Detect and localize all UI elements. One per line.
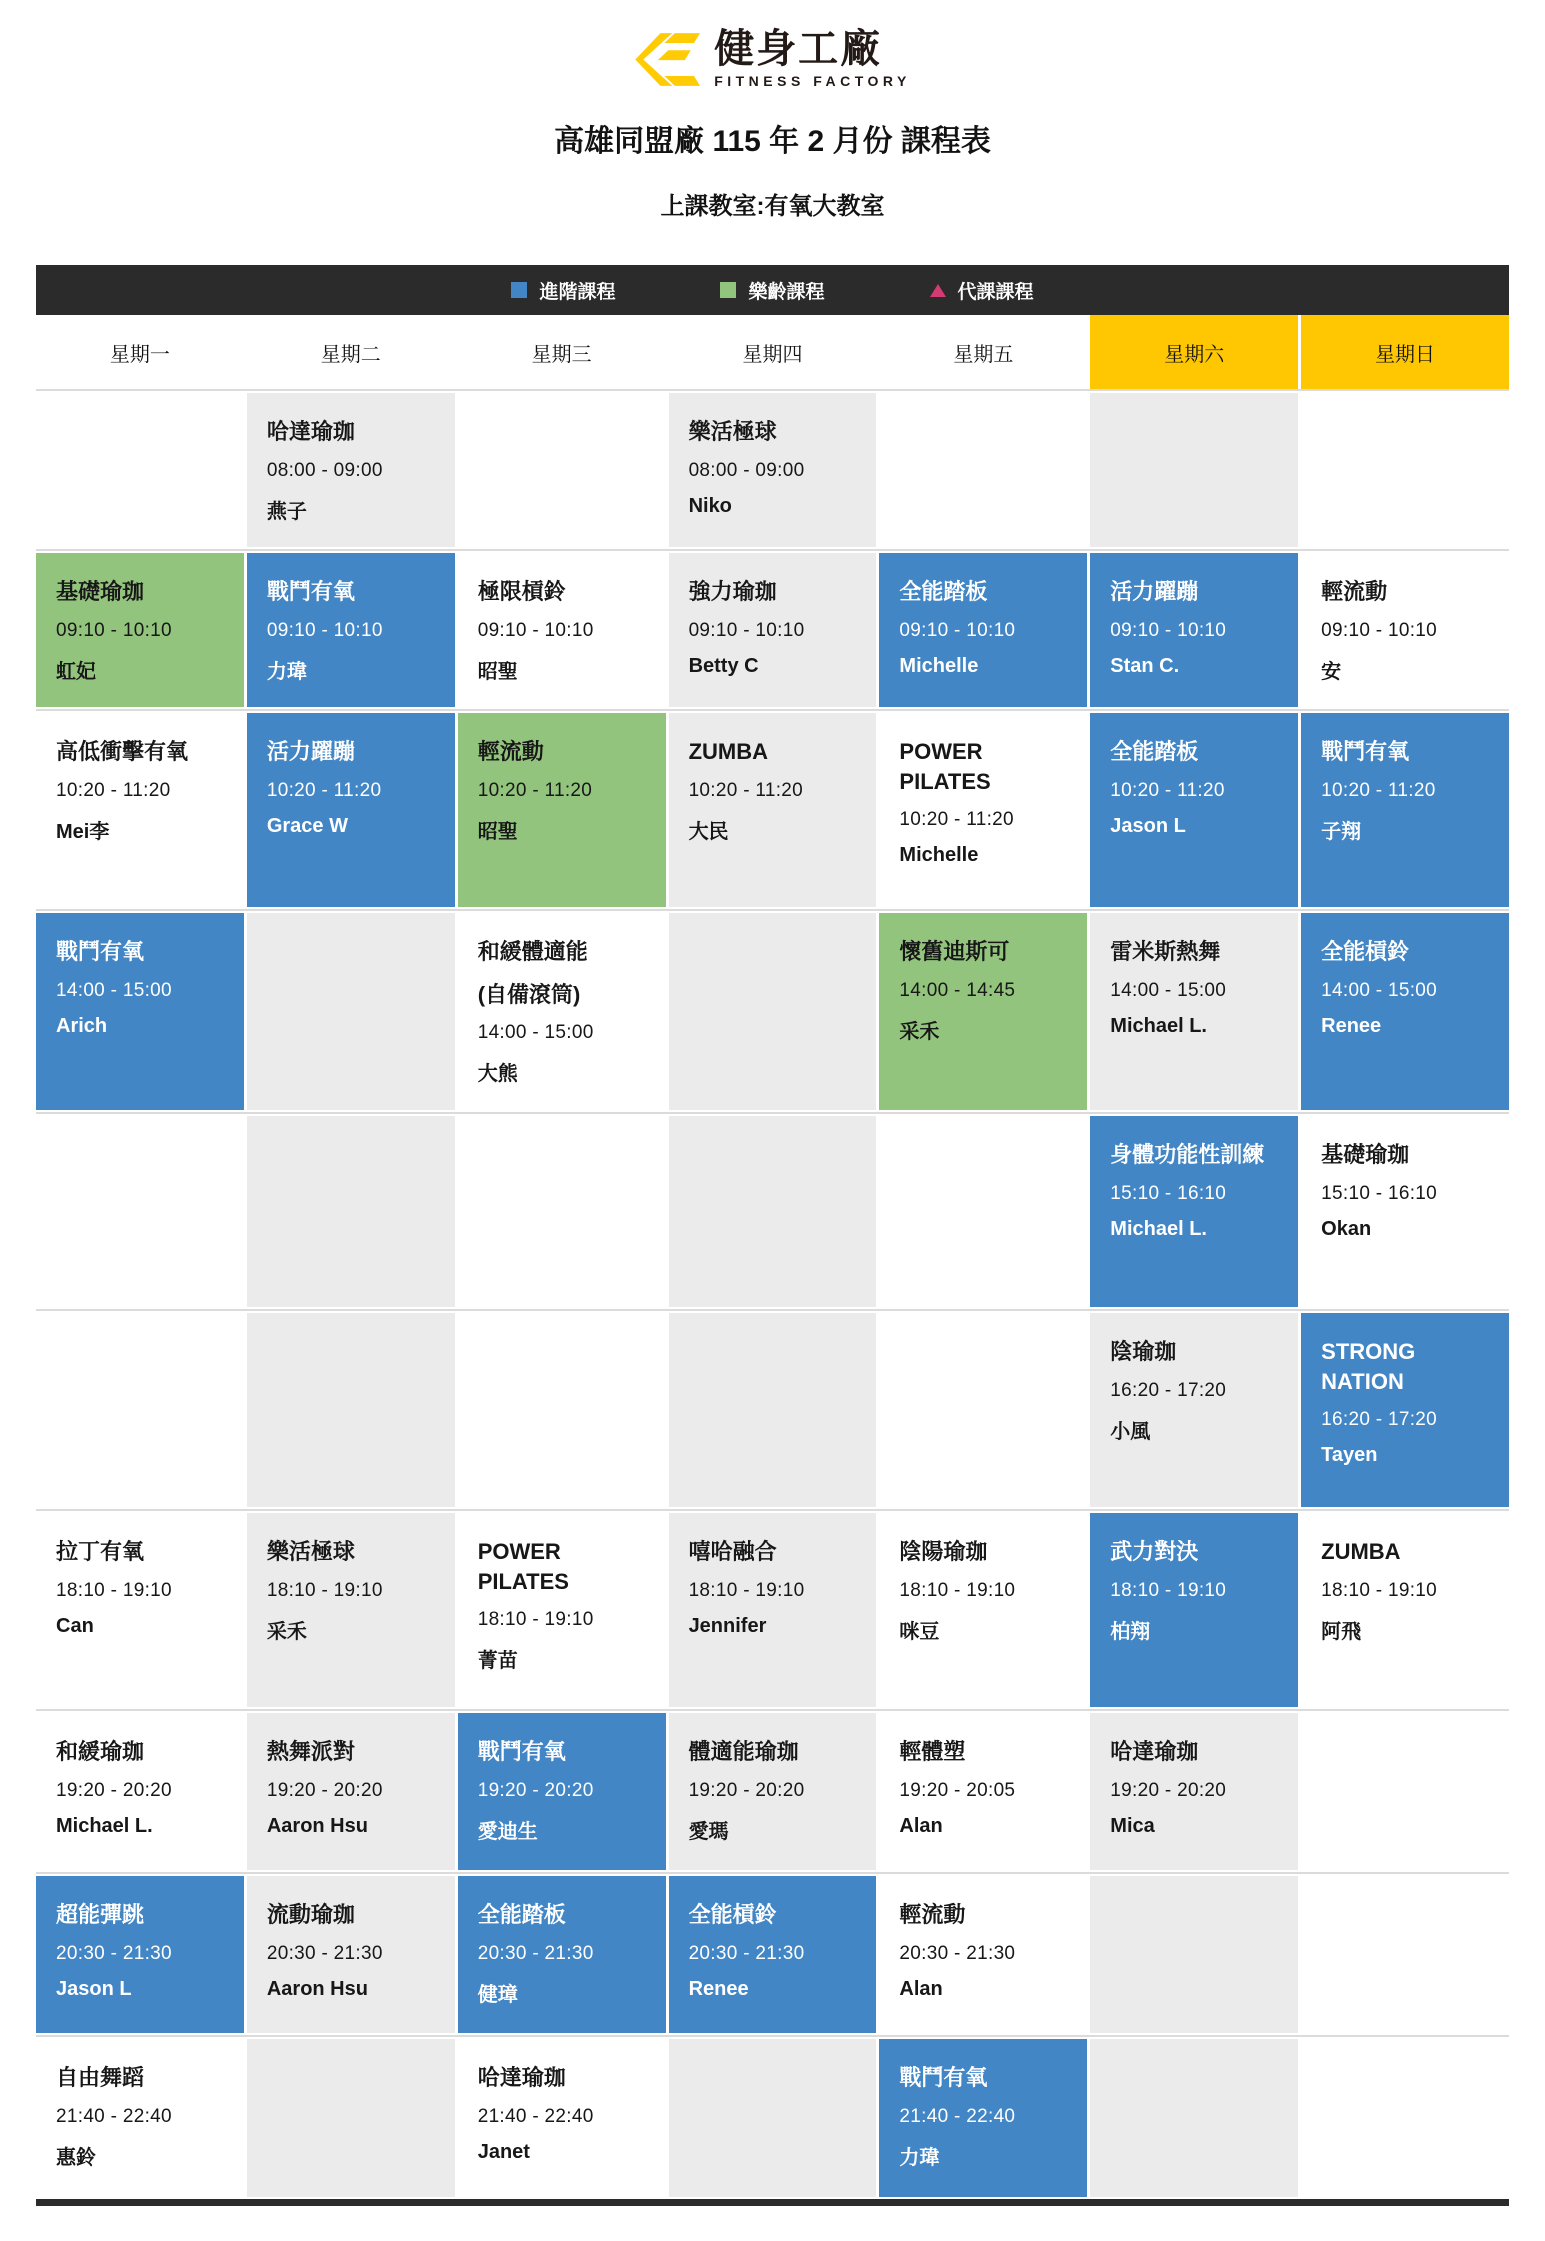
fitness-factory-logo-icon [634, 33, 700, 86]
class-cell [879, 1713, 1087, 1870]
class-cell [247, 1513, 455, 1707]
class-title: 哈達瑜珈 [266, 419, 355, 444]
class-cell [36, 1513, 244, 1707]
empty-cell [1301, 393, 1509, 547]
class-time: 14:00 - 15:00 [477, 1022, 594, 1044]
class-cell [1090, 1313, 1298, 1507]
schedule-row [36, 909, 1509, 1112]
class-teacher: 愛迪生 [477, 1820, 538, 1843]
class-teacher: Aaron Hsu [266, 1814, 368, 1837]
class-time: 14:00 - 14:45 [899, 979, 1016, 1001]
class-teacher: 惠鈴 [56, 2146, 96, 2169]
class-teacher: Jennifer [688, 1614, 767, 1637]
legend-label: 代課課程 [957, 281, 1034, 303]
class-title: 高低衝擊有氧 [56, 739, 189, 764]
class-title: 全能槓鈴 [688, 1902, 777, 1927]
class-title: 活力躍蹦 [1110, 579, 1199, 604]
class-cell [1090, 1116, 1298, 1307]
class-time: 08:00 - 09:00 [266, 459, 383, 481]
class-title: 輕流動 [477, 739, 544, 764]
class-title: 樂活極球 [688, 419, 777, 444]
class-cell [1090, 713, 1298, 907]
schedule-row [36, 1309, 1509, 1509]
class-teacher: 柏翔 [1110, 1620, 1151, 1643]
class-time: 15:10 - 16:10 [1321, 1182, 1438, 1204]
empty-cell [247, 1116, 455, 1307]
day-header-wed: 星期三 [458, 315, 666, 389]
class-cell [458, 913, 666, 1110]
class-teacher: 阿飛 [1321, 1620, 1362, 1643]
class-teacher: Alan [899, 1977, 943, 2000]
empty-cell [458, 1116, 666, 1307]
page-subtitle: 上課教室:有氧大教室 [660, 193, 885, 220]
empty-cell [36, 1116, 244, 1307]
class-title: 和緩瑜珈 [56, 1739, 145, 1764]
class-time: 20:30 - 21:30 [56, 1942, 172, 1964]
class-time: 20:30 - 21:30 [688, 1942, 805, 1964]
class-cell [458, 2039, 666, 2197]
class-cell [1090, 1513, 1298, 1707]
class-cell [36, 913, 244, 1110]
schedule-row [36, 1509, 1509, 1709]
empty-cell [669, 913, 877, 1110]
class-title: ZUMBA [688, 739, 768, 764]
legend-item-senior [720, 277, 824, 304]
empty-cell [247, 913, 455, 1110]
class-time: 20:30 - 21:30 [477, 1942, 594, 1964]
class-title: 陰陽瑜珈 [899, 1539, 988, 1564]
class-time: 09:10 - 10:10 [688, 619, 805, 641]
class-teacher: Alan [899, 1814, 943, 1837]
class-title: 流動瑜珈 [266, 1902, 355, 1927]
class-cell [879, 2039, 1087, 2197]
class-time: 10:20 - 11:20 [688, 779, 804, 801]
empty-cell [1301, 1713, 1509, 1870]
day-header-fri: 星期五 [879, 315, 1087, 389]
schedule-table [36, 265, 1509, 2206]
class-time: 10:20 - 11:20 [1110, 779, 1225, 801]
empty-cell [879, 1313, 1087, 1507]
class-time: 18:10 - 19:10 [688, 1579, 805, 1601]
class-title: 強力瑜珈 [688, 579, 777, 604]
class-title: 輕流動 [899, 1902, 966, 1927]
class-teacher: Michael L. [1110, 1217, 1207, 1240]
class-cell [458, 553, 666, 707]
class-time: 19:20 - 20:20 [56, 1779, 172, 1801]
class-cell [669, 393, 877, 547]
empty-cell [1090, 393, 1298, 547]
class-title: 全能踏板 [477, 1902, 566, 1927]
day-header-mon: 星期一 [36, 315, 244, 389]
class-time: 08:00 - 09:00 [688, 459, 805, 481]
empty-cell [1090, 1876, 1298, 2033]
schedule-row [36, 709, 1509, 909]
class-teacher: Niko [688, 494, 732, 517]
class-teacher: Mei李 [56, 820, 110, 843]
class-time: 18:10 - 19:10 [899, 1579, 1016, 1601]
class-time: 19:20 - 20:20 [688, 1779, 805, 1801]
empty-cell [669, 1116, 877, 1307]
schedule-row [36, 1872, 1509, 2035]
class-teacher: 力瑋 [266, 660, 307, 683]
legend-label: 進階課程 [539, 281, 616, 303]
class-time: 09:10 - 10:10 [1110, 619, 1227, 641]
empty-cell [879, 393, 1087, 547]
class-cell [247, 1876, 455, 2033]
table-bottom-bar [36, 2199, 1509, 2206]
class-cell [458, 1713, 666, 1870]
class-teacher: 咪豆 [899, 1620, 940, 1643]
class-title: 嘻哈融合 [688, 1539, 777, 1564]
class-title: 全能踏板 [1110, 739, 1199, 764]
class-title: 基礎瑜珈 [1321, 1142, 1410, 1167]
class-teacher: 小風 [1110, 1420, 1151, 1443]
class-time: 21:40 - 22:40 [56, 2105, 172, 2127]
class-title: ZUMBA [1321, 1539, 1401, 1564]
class-title: 雷米斯熱舞 [1110, 939, 1221, 964]
empty-cell [247, 1313, 455, 1507]
class-time: 09:10 - 10:10 [477, 619, 594, 641]
empty-cell [1090, 2039, 1298, 2197]
class-title: 拉丁有氧 [56, 1539, 145, 1564]
class-time: 09:10 - 10:10 [1321, 619, 1438, 641]
empty-cell [669, 2039, 877, 2197]
class-cell [1301, 913, 1509, 1110]
class-title: 體適能瑜珈 [688, 1739, 799, 1764]
class-cell [36, 1876, 244, 2033]
class-teacher: Okan [1321, 1217, 1372, 1240]
class-cell [1090, 553, 1298, 707]
class-teacher: 采禾 [266, 1620, 307, 1643]
advanced-course-marker-icon [511, 282, 527, 298]
class-title: 和緩體適能 [477, 939, 588, 964]
class-title: 全能槓鈴 [1321, 939, 1410, 964]
class-cell [879, 1876, 1087, 2033]
class-teacher: 愛瑪 [688, 1820, 729, 1843]
class-title: 陰瑜珈 [1110, 1339, 1177, 1364]
class-title: 熱舞派對 [266, 1739, 355, 1764]
class-time: 16:20 - 17:20 [1110, 1379, 1227, 1401]
class-title: 活力躍蹦 [266, 739, 355, 764]
class-time: 18:10 - 19:10 [477, 1609, 594, 1631]
class-cell [1301, 1116, 1509, 1307]
class-cell [669, 553, 877, 707]
day-header-row [36, 315, 1509, 389]
brand-name-en: FITNESS FACTORY [714, 73, 911, 89]
class-time: 14:00 - 15:00 [1321, 979, 1438, 1001]
legend-bar [36, 265, 1509, 315]
class-time: 21:40 - 22:40 [477, 2105, 594, 2127]
class-cell [1090, 1713, 1298, 1870]
substitute-course-marker-icon [930, 284, 946, 297]
class-teacher: 昭聖 [477, 820, 518, 843]
class-teacher: Michelle [899, 844, 979, 867]
class-teacher: Aaron Hsu [266, 1977, 368, 2000]
class-teacher: Grace W [266, 814, 348, 837]
class-teacher: 子翔 [1321, 820, 1362, 843]
page-title: 高雄同盟廠 115 年 2 月份 課程表 [554, 125, 991, 158]
class-time: 14:00 - 15:00 [1110, 979, 1227, 1001]
day-header-sun: 星期日 [1301, 315, 1509, 389]
class-title: 戰鬥有氧 [266, 579, 355, 604]
class-title: 武力對決 [1110, 1539, 1199, 1564]
schedule-row [36, 549, 1509, 709]
class-teacher: Renee [1321, 1014, 1382, 1037]
class-title: POWER PILATES [477, 1539, 569, 1594]
class-teacher: Michael L. [56, 1814, 153, 1837]
class-teacher: 菁苗 [477, 1650, 518, 1673]
brand-logo [0, 0, 1545, 88]
class-time: 18:10 - 19:10 [1110, 1579, 1227, 1601]
class-teacher: Renee [688, 1977, 749, 2000]
class-time: 20:30 - 21:30 [266, 1942, 383, 1964]
class-cell [247, 393, 455, 547]
class-time: 10:20 - 11:20 [899, 809, 1014, 831]
legend-label: 樂齡課程 [748, 281, 825, 303]
class-teacher: Can [56, 1614, 94, 1637]
class-cell [879, 713, 1087, 907]
empty-cell [879, 1116, 1087, 1307]
class-title: 全能踏板 [899, 579, 988, 604]
class-title: 戰鬥有氧 [899, 2065, 988, 2090]
class-teacher: 大熊 [477, 1063, 518, 1086]
brand-wordmark [714, 29, 911, 89]
class-time: 10:20 - 11:20 [56, 779, 171, 801]
class-time: 09:10 - 10:10 [56, 619, 172, 641]
legend-item-substitute [930, 277, 1034, 304]
brand-name-cjk: 健身工廠 [714, 27, 883, 71]
class-cell [669, 713, 877, 907]
class-cell [36, 1713, 244, 1870]
empty-cell [36, 1313, 244, 1507]
class-teacher: Mica [1110, 1814, 1155, 1837]
class-title: STRONG NATION [1321, 1339, 1416, 1394]
class-teacher: Tayen [1321, 1444, 1378, 1467]
empty-cell [458, 393, 666, 547]
class-teacher: Michael L. [1110, 1014, 1207, 1037]
class-teacher: Janet [477, 2140, 530, 2163]
class-title: 戰鬥有氧 [1321, 739, 1410, 764]
class-title: 輕流動 [1321, 579, 1388, 604]
class-cell [1301, 713, 1509, 907]
class-cell [669, 1513, 877, 1707]
empty-cell [669, 1313, 877, 1507]
class-cell [36, 713, 244, 907]
class-time: 18:10 - 19:10 [1321, 1579, 1438, 1601]
class-teacher: Arich [56, 1014, 108, 1037]
class-teacher: 燕子 [266, 500, 307, 523]
class-cell [1301, 553, 1509, 707]
class-time: 18:10 - 19:10 [266, 1579, 383, 1601]
class-time: 10:20 - 11:20 [477, 779, 593, 801]
schedule-grid [36, 389, 1509, 2199]
empty-cell [36, 393, 244, 547]
class-title: 自由舞蹈 [56, 2065, 145, 2090]
senior-course-marker-icon [720, 282, 736, 298]
class-time: 10:20 - 11:20 [1321, 779, 1436, 801]
class-time: 14:00 - 15:00 [56, 979, 172, 1001]
class-teacher: 昭聖 [477, 660, 518, 683]
class-cell [458, 713, 666, 907]
class-cell [1301, 1313, 1509, 1507]
class-cell [36, 2039, 244, 2197]
class-time: 09:10 - 10:10 [899, 619, 1016, 641]
class-title: 樂活極球 [266, 1539, 355, 1564]
class-cell [879, 913, 1087, 1110]
class-title: 輕體塑 [899, 1739, 966, 1764]
class-time: 19:20 - 20:05 [899, 1779, 1016, 1801]
class-cell [669, 1713, 877, 1870]
class-cell [247, 1713, 455, 1870]
class-cell [247, 713, 455, 907]
class-teacher: Stan C. [1110, 654, 1180, 677]
empty-cell [247, 2039, 455, 2197]
class-teacher: Jason L [1110, 814, 1186, 837]
day-header-thu: 星期四 [669, 315, 877, 389]
class-time: 18:10 - 19:10 [56, 1579, 172, 1601]
class-title-note: (自備滾筒) [477, 981, 581, 1007]
class-time: 19:20 - 20:20 [477, 1779, 594, 1801]
class-title: 基礎瑜珈 [56, 579, 145, 604]
class-title: 戰鬥有氧 [477, 1739, 566, 1764]
class-teacher: 采禾 [899, 1020, 940, 1043]
schedule-row [36, 2035, 1509, 2199]
class-cell [36, 553, 244, 707]
class-teacher: 力瑋 [899, 2146, 940, 2169]
class-title: 極限槓鈴 [477, 579, 566, 604]
class-time: 21:40 - 22:40 [899, 2105, 1016, 2127]
class-cell [458, 1513, 666, 1707]
class-title: POWER PILATES [899, 739, 991, 794]
class-time: 09:10 - 10:10 [266, 619, 383, 641]
class-teacher: 大民 [688, 820, 729, 843]
class-title: 哈達瑜珈 [1110, 1739, 1199, 1764]
empty-cell [458, 1313, 666, 1507]
class-title: 超能彈跳 [56, 1902, 145, 1927]
class-cell [1301, 1513, 1509, 1707]
class-title: 身體功能性訓練 [1110, 1142, 1265, 1167]
class-cell [247, 553, 455, 707]
schedule-row [36, 1709, 1509, 1872]
class-teacher: Betty C [688, 654, 759, 677]
class-time: 19:20 - 20:20 [1110, 1779, 1227, 1801]
class-cell [879, 553, 1087, 707]
class-cell [1090, 913, 1298, 1110]
class-cell [879, 1513, 1087, 1707]
class-title: 哈達瑜珈 [477, 2065, 566, 2090]
day-header-tue: 星期二 [247, 315, 455, 389]
class-cell [669, 1876, 877, 2033]
class-time: 19:20 - 20:20 [266, 1779, 383, 1801]
day-header-sat: 星期六 [1090, 315, 1298, 389]
class-teacher: 虹妃 [56, 660, 96, 683]
legend-item-advanced [511, 277, 615, 304]
class-title: 懷舊迪斯可 [899, 939, 1010, 964]
empty-cell [1301, 1876, 1509, 2033]
schedule-row [36, 389, 1509, 549]
class-title: 戰鬥有氧 [56, 939, 145, 964]
class-time: 10:20 - 11:20 [266, 779, 382, 801]
class-time: 16:20 - 17:20 [1321, 1409, 1438, 1431]
class-teacher: 健璋 [477, 1983, 518, 2006]
class-time: 15:10 - 16:10 [1110, 1182, 1227, 1204]
class-teacher: 安 [1321, 660, 1342, 683]
class-time: 20:30 - 21:30 [899, 1942, 1016, 1964]
empty-cell [1301, 2039, 1509, 2197]
schedule-row [36, 1112, 1509, 1309]
class-cell [458, 1876, 666, 2033]
class-teacher: Michelle [899, 654, 979, 677]
class-teacher: Jason L [56, 1977, 132, 2000]
